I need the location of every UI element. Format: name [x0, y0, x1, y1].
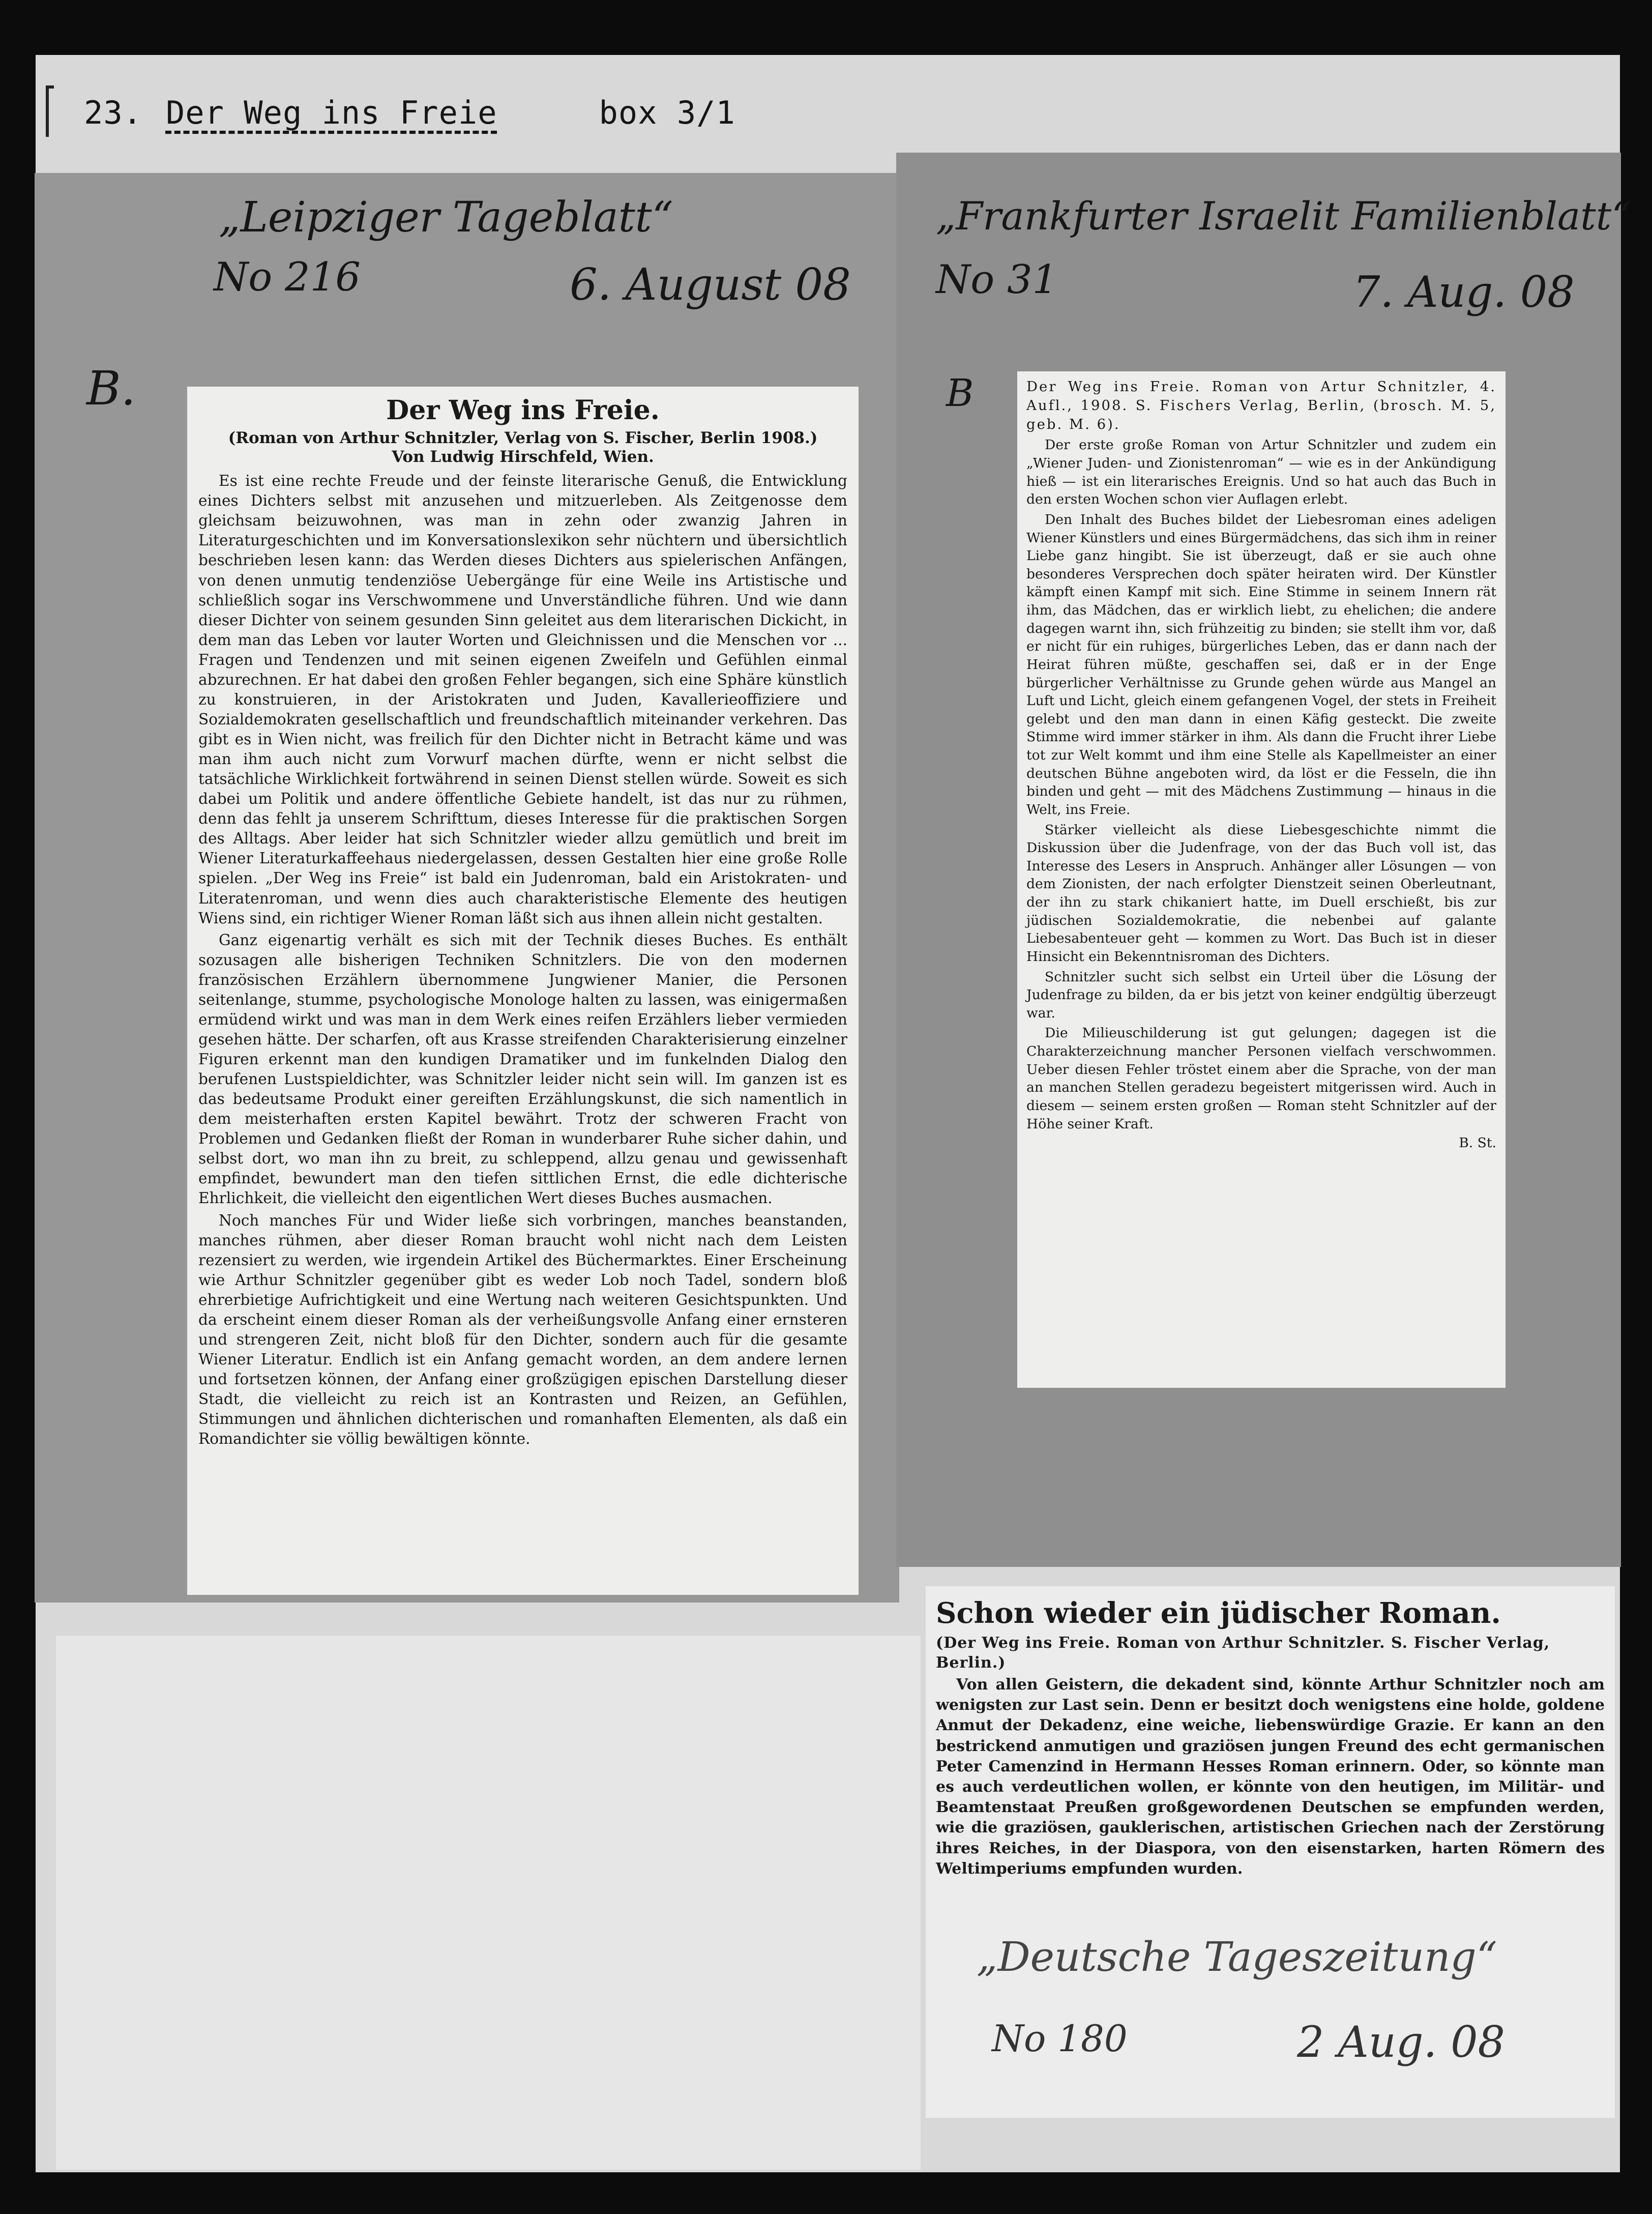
- handwritten-source-bottom: „Deutsche Tageszeitung“: [977, 1933, 1497, 1980]
- handwritten-source-right: „Frankfurter Israelit Familienblatt“: [936, 193, 1632, 239]
- clipping-paragraph: Stärker vielleicht als diese Liebesgeschichte nimmt die Diskussion über die Judenfrage, von der das Buch voll ist, das Interesse des Lesers in Anspruch. Anhänger aller Lösungen — von dem Zionisten, der nach erfolgter Dienstzeit seinen Oberleutnant, der ihn zu stark chikaniert hatte, im Duell erschießt, bis zur jüdischen Sozialdemokratie, die nebenbei auf galante Liebesabenteuer geht — kommen zu Wort. Das Buch ist in dieser Hinsicht ein Bekenntnisroman des Dichters.: [1026, 822, 1496, 965]
- handwritten-date-left: 6. August 08: [570, 259, 851, 310]
- handwritten-mark-right: B: [946, 371, 974, 415]
- clipping-title: Der Weg ins Freie.: [386, 395, 660, 426]
- handwritten-date-right: 7. Aug. 08: [1353, 267, 1575, 317]
- clipping-author: Von Ludwig Hirschfeld, Wien.: [392, 448, 654, 467]
- clipping-paragraph: Den Inhalt des Buches bildet der Liebesroman eines adeligen Wiener Künstlers und eines Bürgermädchens, das sich ihm in reiner Liebe ganz hingibt. Sie ist überzeugt, daß er sie auch ohne besonderes Versprechen doch später heiraten wird. Der Künstler kämpft einen Kampf mit sich. Eine Stimme in seinem Innern rät ihm, das Mädchen, das er wirklich liebt, zu ehelichen; die andere dagegen warnt ihn, sich frühzeitig zu binden; sie stellt ihm vor, daß er nicht für ein ruhiges, bürgerliches Leben, das er dann nach der Heirat führen müßte, geschaffen sei, daß er in der Enge bürgerlicher Verhältnisse zu Grunde gehen würde aus Mangel an Luft und Licht, gleich einem gefangenen Vogel, der stets in Freiheit gelebt und den man dann in einen Käfig gesteckt. Die zweite Stimme wird immer stärker in ihm. Als dann die Frucht ihrer Liebe tot zur Welt kommt und ihm eine Stelle als Kapellmeister an einer deutschen Bühne angeboten wird, da löst er die Fesseln, die ihn binden und geht — mit des Mädchens Zustimmung — hinaus in die Welt, ins Freie.: [1026, 511, 1496, 818]
- clipping-paragraph: Es ist eine rechte Freude und der feinste literarische Genuß, die Entwicklung eines Dichters selbst mit anzusehen und mitzuerleben. Als Zeitgenosse dem gleichsam beizuwohnen, was man in zehn oder zwanzig Jahren in Literaturgeschichten und im Konversationslexikon sehr nüchtern und übersichtlich beschrieben lesen kann: das Werden dieses Dichters aus spielerischen Anfängen, von denen unmutig tendenziöse Uebergänge für eine Weile ins Artistische und schließlich sogar ins Verschwommene und Unverständliche führen. Und wie dann dieser Dichter von seinem gesunden Sinn geleitet aus dem literarischen Dickicht, in dem man das Leben vor lauter Worten und Gleichnissen und die Menschen vor ... Fragen und Tendenzen und mit seinen eigenen Zweifeln und Gefühlen einmal abzurechnen. Er hat dabei den großen Fehler begangen, sich eine Sphäre künstlich zu konstruieren, in der Aristokraten und Juden, Kavallerieoffiziere und Sozialdemokraten gesellschaftlich und freundschaftlich miteinander verkehren. Das gibt es in Wien nicht, was freilich für den Dichter nicht in Betracht käme und was man ihm auch nicht zum Vorwurf machen dürfte, wenn er nicht selbst die tatsächliche Wirklichkeit fortwährend in seinen Dienst stellen würde. Soweit es sich dabei um Politik und andere öffentliche Gebiete handelt, ist das nur zu rühmen, denn das fehlt ja unserem Schrifttum, dieses Interesse für die praktischen Sorgen des Alltags. Aber leider hat sich Schnitzler wieder allzu gemütlich und breit im Wiener Literaturkaffeehaus niedergelassen, dessen Gestalten hier eine große Rolle spielen. „Der Weg ins Freie“ ist bald ein Judenroman, bald ein Aristokraten- und Literatenroman, und wenn dies auch charakteristische Elemente des heutigen Wiens sind, ein richtiger Wiener Roman läßt sich aus ihnen allein nicht gestalten.: [198, 472, 847, 927]
- handwritten-number-bottom: No 180: [992, 2017, 1128, 2060]
- handwritten-number-right: No 31: [936, 257, 1058, 303]
- page-header: [84, 94, 735, 131]
- clipping-signature: B. St.: [1459, 1135, 1496, 1151]
- clipping-subtitle: (Der Weg ins Freie. Roman von Arthur Schnitzler. S. Fischer Verlag, Berlin.): [936, 1634, 1550, 1672]
- clipping-paragraph: Von allen Geistern, die dekadent sind, könnte Arthur Schnitzler noch am wenigsten zur Last sein. Denn er besitzt doch wenigstens eine holde, goldene Anmut der Dekadenz, eine weiche, liebenswürdige Grazie. Er kann an den bestrickend anmutigen und graziösen jungen Freund des echt germanischen Peter Camenzind in Hermann Hesses Roman erinnern. Oder, so könnte man es auch verdeutlichen wollen, er könnte von den heutigen, im Militär- und Beamtenstaat Preußen großgewordenen Deutschen se empfunden werden, wie die graziösen, gauklerischen, artistischen Griechen nach der Zerstörung ihres Reiches, in der Diaspora, von den eisenstarken, harten Römern des Weltimperiums empfunden wurden.: [936, 1676, 1605, 1878]
- clipping-paragraph: Der erste große Roman von Artur Schnitzler und zudem ein „Wiener Juden- und Zionistenroman“ — wie es in der Ankündigung hieß — ist ein literarisches Ereignis. Und so hat auch das Buch in den ersten Wochen schon vier Auflagen erlebt.: [1026, 437, 1496, 508]
- handwritten-number-left: No 216: [214, 254, 361, 300]
- clipping-paragraph: Ganz eigenartig verhält es sich mit der Technik dieses Buches. Es enthält sozusagen alle bisherigen Techniken Schnitzlers. Die von den modernen französischen Erzählern übernommene Jungwiener Manier, die Personen seitenlange, stumme, psychologische Monologe halten zu lassen, was einigermaßen ermüdend wirkt und was man in dem Werk eines reifen Erzählers lieber vermieden gesehen hätte. Der scharfen, oft aus Krasse streifenden Charakterisierung einzelner Figuren erkennt man den kundigen Dramatiker und im funkelnden Dialog den berufenen Lustspieldichter, was Schnitzler leider nicht sein will. Im ganzen ist es das bedeutsame Produkt einer gereiften Erzählungskunst, die sich namentlich in dem meisterhaften ersten Kapitel bewährt. Trotz der schweren Fracht von Problemen und Gedanken fließt der Roman in wunderbarer Ruhe sicher dahin, und selbst dort, wo man ihn zu breit, zu schleppend, allzu genau und gewissenhaft empfindet, bewundert man den tiefen sittlichen Ernst, die edle dichterische Ehrlichkeit, die vielleicht den eigentlichen Wert dieses Buches ausmachen.: [198, 931, 847, 1207]
- clipping-subtitle: (Roman von Arthur Schnitzler, Verlag von S. Fischer, Berlin 1908.): [228, 429, 818, 447]
- header-title: Der Weg ins Freie: [165, 94, 497, 131]
- clipping-title: Schon wieder ein jüdischer Roman.: [936, 1596, 1501, 1630]
- clipping-head: Der Weg ins Freie. Roman von Artur Schnitzler, 4. Aufl., 1908. S. Fischers Verlag, Berlin, (brosch. M. 5, geb. M. 6).: [1026, 378, 1496, 433]
- clipping-frankfurter-israelit-familienblatt: [1017, 371, 1506, 1388]
- handwritten-source-left: „Leipziger Tageblatt“: [219, 193, 673, 242]
- handwritten-date-bottom: 2 Aug. 08: [1297, 2017, 1505, 2067]
- clipping-leipziger-tageblatt: [187, 387, 859, 1595]
- clipping-paragraph: Noch manches Für und Wider ließe sich vorbringen, manches beanstanden, manches rühmen, aber dieser Roman braucht wohl nicht nach dem Leisten rezensiert zu werden, wie irgendein Artikel des Büchermarktes. Einer Erscheinung wie Arthur Schnitzler gegenüber gibt es weder Lob noch Tadel, sondern bloß ehrerbietige Aufrichtigkeit und eine Wertung nach weiteren Gesichtspunkten. Und da erscheint einem dieser Roman als der verheißungsvolle Anfang einer ernsteren und strengeren Zeit, nicht bloß für den Dichter, sondern auch für die gesamte Wiener Literatur. Endlich ist ein Anfang gemacht worden, an dem andere lernen und fortsetzen können, der Anfang einer großzügigen epischen Darstellung dieser Stadt, die vielleicht zu reich ist an Kontrasten und Reizen, an Gefühlen, Stimmungen und ähnlichen dichterischen und romanhaften Elementen, als daß ein Romandichter sie völlig bewältigen könnte.: [198, 1211, 847, 1448]
- clipping-paragraph: Die Milieuschilderung ist gut gelungen; dagegen ist die Charakterzeichnung mancher Personen vielfach verschwommen. Ueber diesen Fehler tröstet einem aber die Sprache, von der man an manchen Stellen geradezu begeistert mitgerissen wird. Auch in diesem — seinem ersten großen — Roman steht Schnitzler auf der Höhe seiner Kraft.: [1026, 1025, 1496, 1132]
- clipping-paragraph: Schnitzler sucht sich selbst ein Urteil über die Lösung der Judenfrage zu bilden, da er bis jetzt von keiner endgültig überzeugt war.: [1026, 969, 1496, 1021]
- corner-bracket: [46, 85, 54, 137]
- handwritten-mark-left: B.: [86, 361, 136, 416]
- header-number: 23.: [84, 94, 142, 131]
- sheet-lower-area: [56, 1636, 921, 2170]
- header-box: box 3/1: [599, 94, 735, 131]
